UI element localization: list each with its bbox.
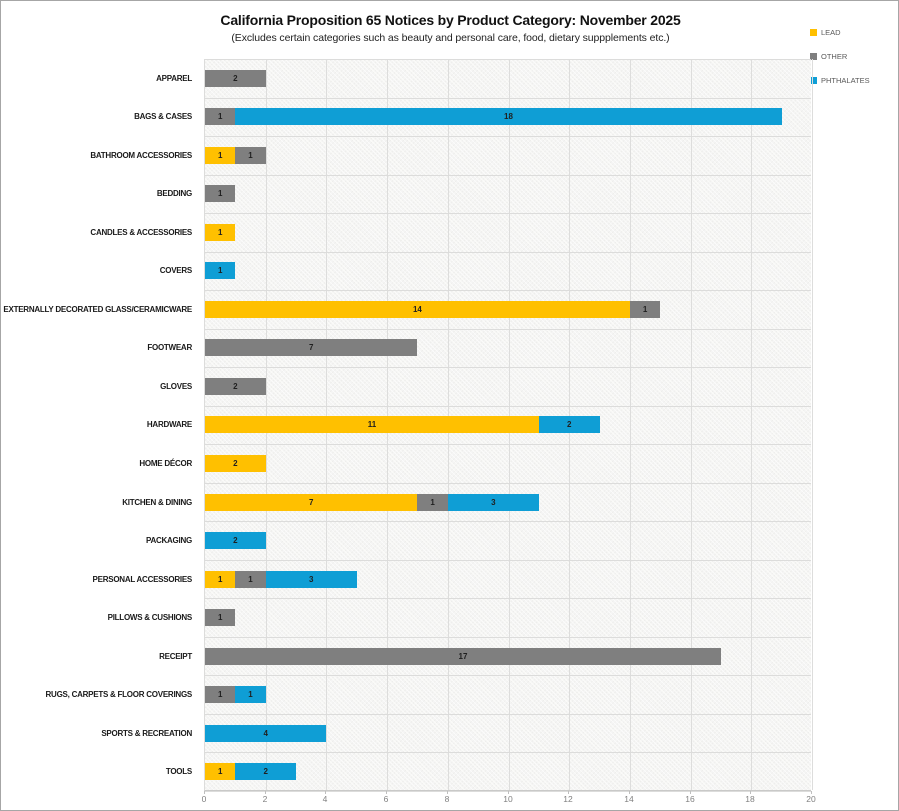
category-label: HOME DÉCOR bbox=[139, 459, 192, 468]
category-label: BATHROOM ACCESSORIES bbox=[90, 150, 192, 160]
bar-segment-other bbox=[205, 609, 235, 626]
bar-value-label: 1 bbox=[217, 150, 223, 160]
category-label: HARDWARE bbox=[146, 420, 192, 430]
bar-row bbox=[205, 175, 811, 214]
bar-row bbox=[205, 637, 811, 676]
category-label: TOOLS bbox=[165, 767, 192, 777]
bar-value-label: 18 bbox=[504, 112, 513, 122]
bar-segment-phthalates bbox=[205, 725, 326, 742]
vertical-gridline bbox=[812, 59, 813, 790]
bar-segment-phthalates bbox=[539, 416, 600, 433]
category-label: FOOTWEAR bbox=[147, 343, 192, 353]
category-axis bbox=[1, 59, 198, 791]
x-tick-label: 2 bbox=[262, 794, 268, 804]
legend-label: PHTHALATES bbox=[821, 76, 870, 85]
category-label: BEDDING bbox=[156, 189, 192, 199]
bar-segment-other bbox=[205, 686, 235, 703]
category-label: APPAREL bbox=[156, 73, 192, 83]
bar-segment-phthalates bbox=[205, 532, 266, 549]
x-tick-label: 14 bbox=[624, 794, 634, 804]
bar-value-label: 1 bbox=[430, 497, 435, 507]
category-label: GLOVES bbox=[160, 381, 192, 391]
bar-segment-lead bbox=[205, 224, 235, 241]
x-tick-label: 12 bbox=[563, 794, 573, 804]
bar-value-label: 1 bbox=[642, 304, 648, 314]
x-tick-label: 10 bbox=[503, 794, 513, 804]
bar-segment-other bbox=[235, 147, 265, 164]
category-label: CANDLES & ACCESSORIES bbox=[90, 227, 192, 237]
bar-segment-phthalates bbox=[235, 108, 781, 125]
bar-segment-lead bbox=[205, 571, 235, 588]
bar-value-label: 1 bbox=[217, 112, 223, 122]
legend bbox=[810, 28, 890, 85]
bar-row bbox=[205, 290, 811, 329]
bar-segment-phthalates bbox=[266, 571, 357, 588]
bar-value-label: 2 bbox=[233, 536, 238, 546]
bar-segment-phthalates bbox=[448, 494, 539, 511]
bar-segment-lead bbox=[205, 494, 417, 511]
bar-segment-lead bbox=[205, 763, 235, 780]
bar-segment-other bbox=[205, 339, 417, 356]
bar-row bbox=[205, 714, 811, 753]
bar-row bbox=[205, 367, 811, 406]
bar-segment-lead bbox=[205, 147, 235, 164]
bar-value-label: 1 bbox=[217, 266, 223, 276]
x-tick-label: 8 bbox=[444, 794, 450, 804]
bar-value-label: 2 bbox=[233, 459, 238, 468]
bar-value-label: 2 bbox=[566, 420, 572, 430]
bar-value-label: 2 bbox=[263, 767, 268, 777]
bar-value-label: 1 bbox=[217, 574, 223, 584]
bar-value-label: 1 bbox=[248, 150, 253, 160]
bar-segment-lead bbox=[205, 455, 266, 472]
bar-segment-phthalates bbox=[235, 686, 265, 703]
bar-segment-phthalates bbox=[235, 763, 296, 780]
legend-item-phthalates bbox=[810, 76, 890, 85]
bar-row bbox=[205, 752, 811, 791]
bar-segment-other bbox=[417, 494, 447, 511]
bar-value-label: 1 bbox=[217, 690, 223, 700]
x-tick-label: 16 bbox=[685, 794, 695, 804]
chart-title: California Proposition 65 Notices by Product Category: November 2025 bbox=[220, 12, 681, 28]
bar-segment-other bbox=[205, 648, 721, 665]
bar-row bbox=[205, 521, 811, 560]
legend-item-other bbox=[810, 52, 890, 61]
category-label: SPORTS & RECREATION bbox=[101, 728, 192, 738]
category-label: KITCHEN & DINING bbox=[122, 497, 192, 507]
bar-segment-other bbox=[205, 378, 266, 395]
category-label: COVERS bbox=[159, 266, 192, 276]
x-tick-label: 18 bbox=[745, 794, 755, 804]
bar-value-label: 1 bbox=[217, 767, 223, 777]
category-label: PILLOWS & CUSHIONS bbox=[107, 613, 192, 623]
bar-row bbox=[205, 329, 811, 368]
bar-row bbox=[205, 560, 811, 599]
bar-segment-lead bbox=[205, 416, 539, 433]
bar-segment-other bbox=[205, 185, 235, 202]
x-tick-label: 20 bbox=[806, 794, 816, 804]
x-tick-label: 0 bbox=[201, 794, 207, 804]
category-label: RUGS, CARPETS & FLOOR COVERINGS bbox=[45, 690, 192, 700]
bar-row bbox=[205, 444, 811, 483]
bar-value-label: 7 bbox=[308, 343, 314, 353]
bar-value-label: 1 bbox=[217, 227, 223, 237]
bar-value-label: 3 bbox=[491, 497, 496, 507]
bar-row bbox=[205, 598, 811, 637]
bar-segment-other bbox=[205, 108, 235, 125]
bar-row bbox=[205, 675, 811, 714]
bar-row bbox=[205, 252, 811, 291]
bar-value-label: 7 bbox=[308, 497, 314, 507]
bar-value-label: 1 bbox=[217, 189, 223, 199]
bar-value-label: 4 bbox=[263, 728, 268, 738]
category-label: PACKAGING bbox=[145, 536, 192, 546]
bar-value-label: 3 bbox=[308, 574, 314, 584]
bar-row bbox=[205, 136, 811, 175]
category-label: RECEIPT bbox=[159, 651, 192, 661]
bar-row bbox=[205, 213, 811, 252]
bar-value-label: 17 bbox=[458, 651, 468, 661]
x-tick-label: 6 bbox=[383, 794, 389, 804]
x-tick-label: 4 bbox=[322, 794, 328, 804]
legend-label: OTHER bbox=[821, 52, 848, 61]
bar-value-label: 1 bbox=[248, 690, 253, 700]
legend-item-lead bbox=[810, 28, 890, 37]
category-label: EXTERNALLY DECORATED GLASS/CERAMICWARE bbox=[3, 304, 192, 314]
bar-segment-phthalates bbox=[205, 262, 235, 279]
x-axis bbox=[1, 791, 899, 809]
bar-value-label: 1 bbox=[248, 574, 253, 584]
plot-area bbox=[204, 59, 811, 791]
bar-value-label: 11 bbox=[367, 420, 377, 430]
bar-row bbox=[205, 406, 811, 445]
bar-value-label: 2 bbox=[233, 73, 238, 83]
bar-segment-other bbox=[235, 571, 265, 588]
bar-row bbox=[205, 483, 811, 522]
bar-value-label: 2 bbox=[233, 381, 238, 391]
bar-value-label: 1 bbox=[217, 613, 223, 623]
legend-label: LEAD bbox=[821, 28, 841, 37]
category-label: BAGS & CASES bbox=[134, 112, 192, 122]
bar-value-label: 14 bbox=[412, 304, 422, 314]
chart-subtitle: (Excludes certain categories such as beauty and personal care, food, dietary suppplements etc.) bbox=[231, 32, 670, 44]
legend-swatch-icon bbox=[810, 29, 817, 36]
bar-row bbox=[205, 59, 811, 98]
category-label: PERSONAL ACCESSORIES bbox=[92, 574, 192, 584]
bar-row bbox=[205, 98, 811, 137]
bar-segment-lead bbox=[205, 301, 630, 318]
bar-segment-other bbox=[630, 301, 660, 318]
bar-segment-other bbox=[205, 70, 266, 87]
